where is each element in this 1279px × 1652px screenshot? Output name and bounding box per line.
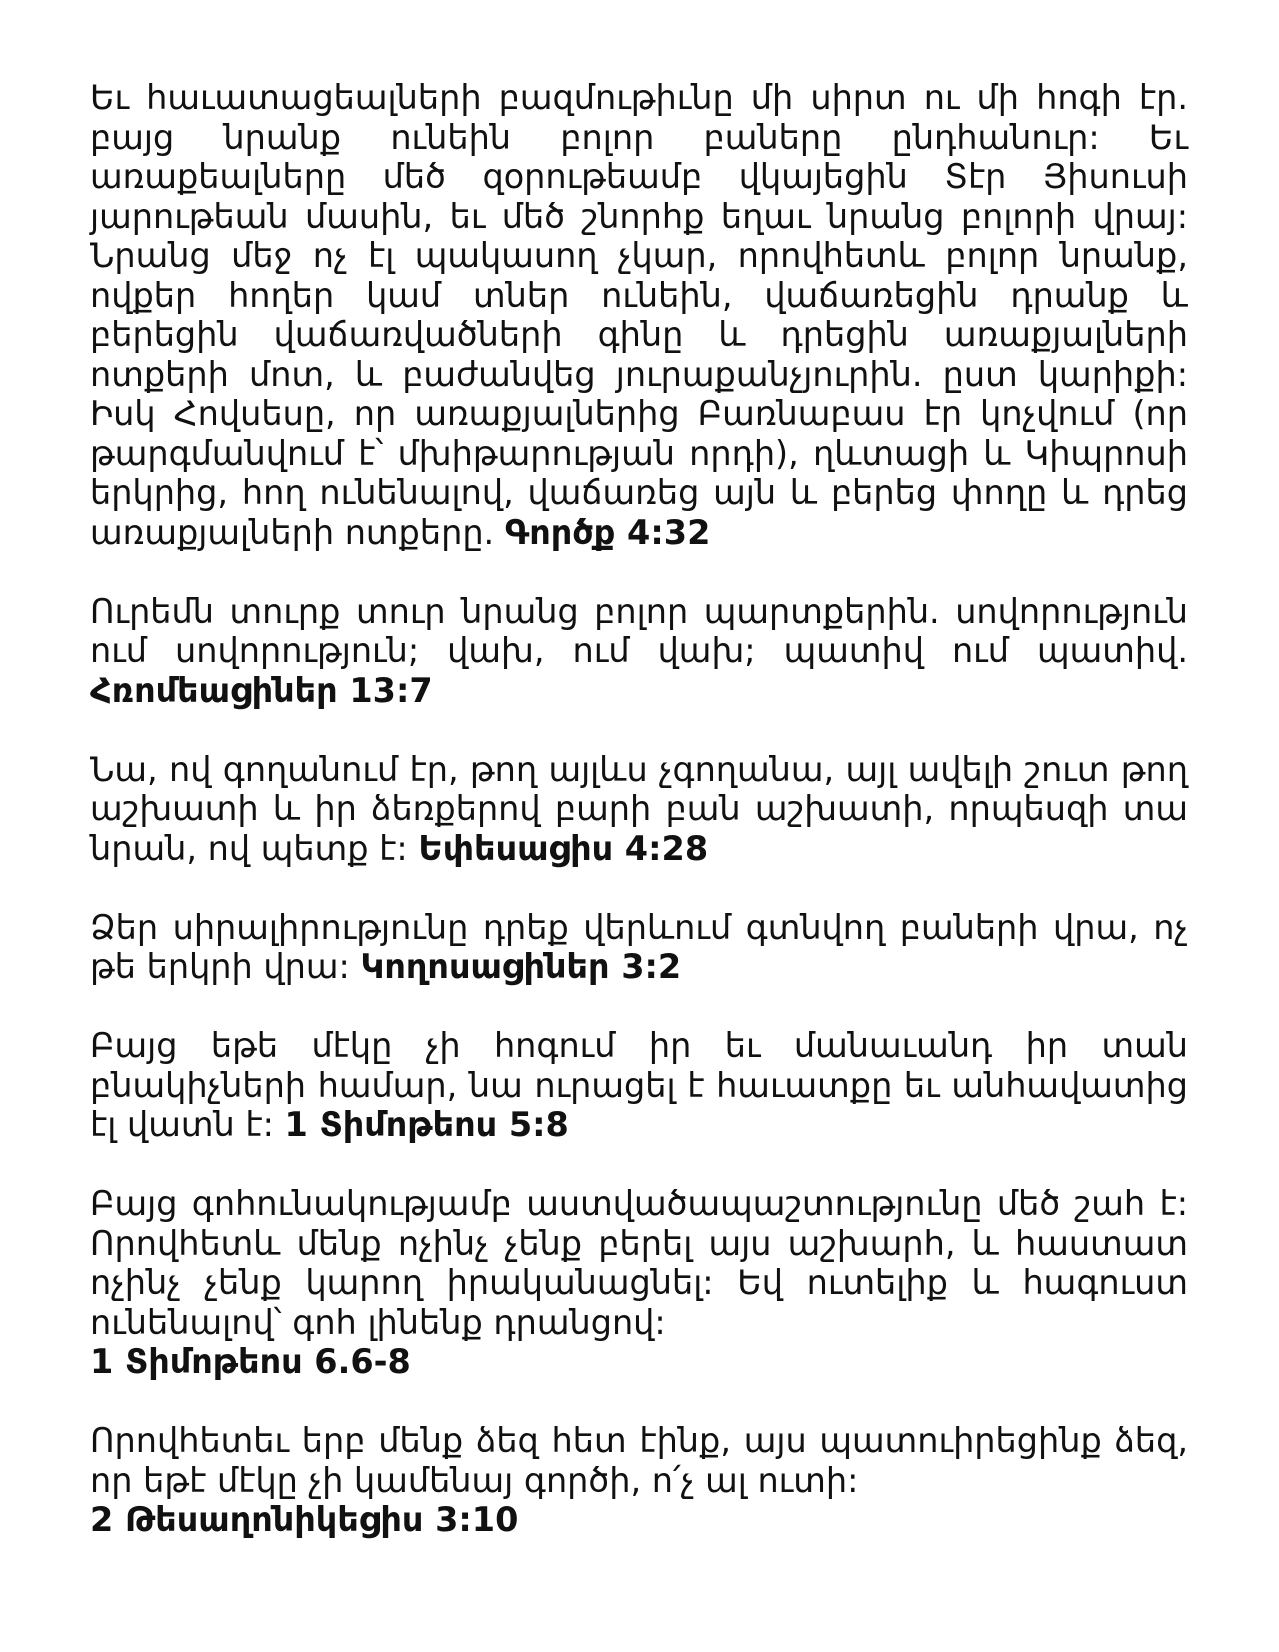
- passage-text: Ուրեմն տուրք տուր նրանց բոլոր պարտքերին. սովորություն ում սովորություն; վախ, ում վախ; պատիվ ում պատիվ.: [90, 591, 1188, 670]
- scripture-reference: 1 Տիմոթեոս 5:8: [284, 1105, 569, 1144]
- passage-acts-4-32: [90, 78, 1188, 552]
- passage-ephesians-4-28: [90, 750, 1188, 869]
- passage-text: Բայց գոհունակությամբ աստվածապաշտությունը մեծ շահ է: Որովհետև մենք ոչինչ չենք բերել այս աշխարհ, և հաստատ ոչինչ չենք կարող իրականացնել: Եվ ուտելիք և հագուստ ունենալով՝ գոհ լինենք դրանցով:: [90, 1184, 1188, 1342]
- passage-2-thessalonians-3-10: [90, 1421, 1188, 1540]
- scripture-reference: Կողոսացիներ 3:2: [360, 947, 682, 986]
- passage-text: Որովհետեւ երբ մենք ձեզ հետ էինք, այս պատուիրեցինք ձեզ, որ եթէ մէկը չի կամենայ գործի, ո՛չ ալ ուտի:: [90, 1421, 1188, 1500]
- scripture-reference: Եփեսացիս 4:28: [418, 828, 709, 868]
- scripture-reference: Հռոմեացիներ 13:7: [90, 670, 433, 710]
- passage-text: Նա, ով գողանում էր, թող այլևս չգողանա, այլ ավելի շուտ թող աշխատի և իր ձեռքերով բարի բան աշխատի, որպեսզի տա նրան, ով պետք է:: [90, 749, 1188, 868]
- scripture-reference: Գործք 4:32: [504, 512, 711, 552]
- scripture-reference: 1 Տիմոթեոս 6.6-8: [90, 1342, 411, 1381]
- scripture-reference: 2 Թեսաղոնիկեցիս 3:10: [90, 1500, 519, 1539]
- passage-1-timothy-5-8: [90, 1026, 1188, 1145]
- passage-1-timothy-6-6: [90, 1184, 1188, 1382]
- passage-colossians-3-2: [90, 908, 1188, 987]
- document-page: [90, 78, 1188, 1579]
- passage-romans-13-7: [90, 592, 1188, 711]
- passage-text: Ձեր սիրալիրությունը դրեք վերևում գտնվող բաների վրա, ոչ թե երկրի վրա:: [90, 907, 1188, 986]
- passage-text: Եւ հաւատացեալների բազմութիւնը մի սիրտ ու մի հոգի էր. բայց նրանք ունեին բոլոր բաները ընդհանուր: Եւ առաքեալները մեծ զօրութեամբ վկայեցին Տէր Յիսուսի յարութեան մասին, եւ մեծ շնորհք եղաւ նրանց բոլորի վրայ: Նրանց մեջ ոչ էլ պակասող չկար, որովհետև բոլոր նրանք, ովքեր հողեր կամ տներ ունեին, վաճառեցին դրանք և բերեցին վաճառվածների գինը և դրեցին առաքյալների ոտքերի մոտ, և բաժանվեց յուրաքանչյուրին. ըստ կարիքի: Իսկ Հովսեսը, որ առաքյալներից Բառնաբաս էր կոչվում (որ թարգմանվում է՝ մխիթարության որդի), ղևտացի և Կիպրոսի երկրից, հող ունենալով, վաճառեց այն և բերեց փողը և դրեց առաքյալների ոտքերը.: [90, 78, 1188, 552]
- passage-text: Բայց եթե մէկը չի հոգում իր եւ մանաւանդ իր տան բնակիչների համար, նա ուրացել է հաւատքը եւ անհավատից էլ վատն է:: [90, 1026, 1188, 1144]
